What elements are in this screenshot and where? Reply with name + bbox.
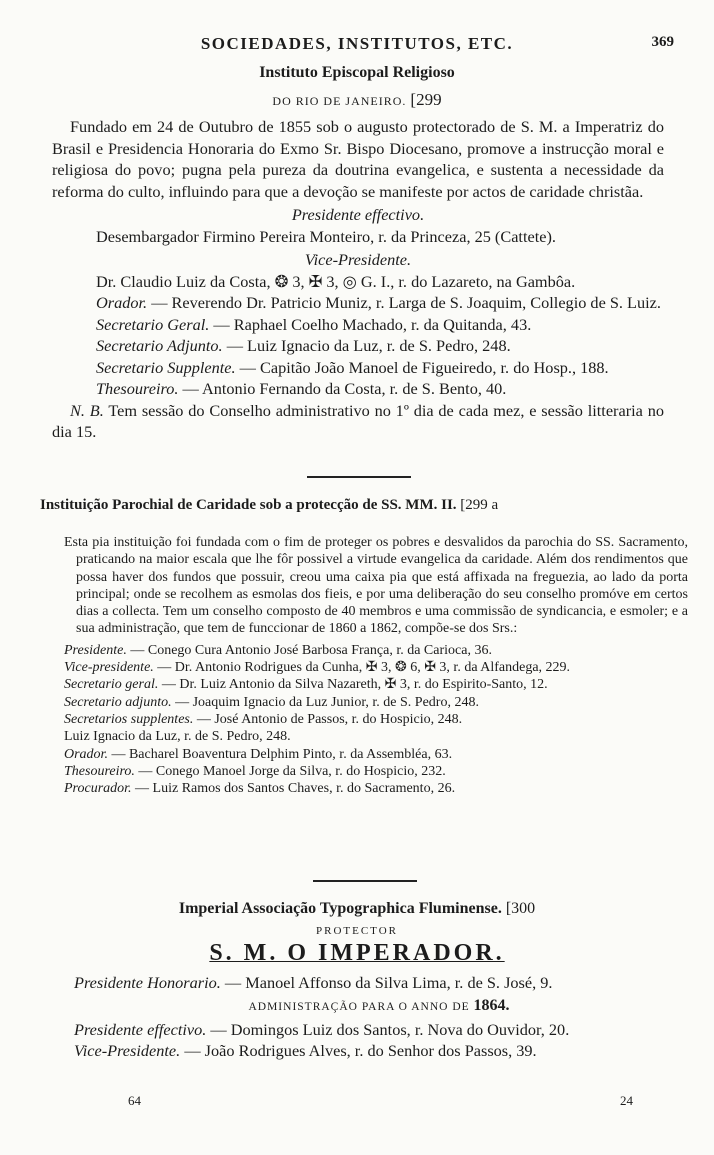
member-text: — Antonio Fernando da Costa, r. de S. Bento, 40. [182, 379, 507, 398]
member-entry [64, 728, 688, 745]
member-entry [64, 659, 688, 676]
member-text: — Capitão João Manoel de Figueiredo, r. do Hosp., 188. [239, 357, 609, 377]
member-entry [64, 746, 688, 763]
section1-ref: [299 [410, 90, 442, 109]
member-entry [52, 357, 664, 379]
member-role: Secretarios supplentes. [64, 711, 194, 727]
member-entry [64, 642, 688, 659]
member-entry [74, 1019, 684, 1040]
page-number: 369 [651, 34, 674, 50]
section3-title-line [0, 900, 714, 918]
section2-ref: [299 a [460, 497, 499, 513]
member-role: Secretario Adjunto. [96, 336, 223, 355]
member-role: Vice-presidente. [64, 660, 154, 676]
member-text: — João Rodrigues Alves, r. do Senhor dos Passos, 39. [184, 1041, 537, 1060]
section1-body [52, 116, 664, 443]
member-text: — Luiz Ignacio da Luz, r. de S. Pedro, 248. [226, 336, 511, 355]
member-entry [52, 314, 664, 336]
member-entry [64, 694, 688, 711]
member-role: Thesoureiro. [64, 763, 135, 779]
member-role: Secretario geral. [64, 677, 159, 693]
section2-members [64, 642, 688, 798]
member-text: — Bacharel Boaventura Delphim Pinto, r. da Assembléa, 63. [111, 746, 453, 762]
member-entry [64, 676, 688, 693]
section1-subtitle [0, 90, 714, 110]
section1-title: Instituto Episcopal Religioso [259, 64, 455, 81]
member-role: Presidente Honorario. [74, 973, 221, 992]
member-text: Luiz Ignacio da Luz, r. de S. Pedro, 248. [64, 729, 291, 745]
administration-heading [74, 995, 684, 1018]
member-role: Vice-Presidente. [74, 1041, 181, 1060]
member-text: — Raphael Coelho Machado, r. da Quitanda, 43. [213, 314, 532, 334]
member-text: — Conego Cura Antonio José Barbosa França, r. da Carioca, 36. [130, 642, 492, 658]
member-role: Presidente. [64, 642, 127, 658]
member-entry [64, 763, 688, 780]
section2-title: Instituição Parochial de Caridade sob a protecção de SS. MM. II. [40, 497, 457, 513]
page-header [0, 34, 714, 58]
president-entry: Desembargador Firmino Pereira Monteiro, r. da Princeza, 25 (Cattete). [96, 226, 556, 246]
section2-body [64, 534, 688, 797]
president-heading: Presidente effectivo. [291, 205, 425, 224]
section3-body [74, 972, 684, 1061]
nb-text: Tem sessão do Conselho administrativo no 1º dia de cada mez, e sessão litteraria no dia 15. [52, 400, 664, 441]
member-text: — Luiz Ramos dos Santos Chaves, r. do Sacramento, 26. [135, 781, 456, 797]
running-title: SOCIEDADES, INSTITUTOS, ETC. [200, 34, 514, 53]
section-divider [307, 476, 411, 478]
member-role: Orador. [96, 293, 148, 312]
member-role: Procurador. [64, 781, 132, 797]
vice-heading: Vice-Presidente. [304, 250, 412, 269]
admin-year: 1864. [473, 997, 510, 1014]
member-text: — Conego Manoel Jorge da Silva, r. do Hospicio, 232. [138, 763, 446, 779]
honorary-entry [74, 972, 684, 993]
section-divider [313, 880, 417, 882]
section2-title-line [40, 497, 700, 514]
nb-note [52, 400, 664, 443]
member-entry [64, 711, 688, 728]
member-entry [52, 378, 664, 400]
vice-entry: Dr. Claudio Luiz da Costa, ❂ 3, ✠ 3, ◎ G. I., r. do Lazareto, na Gambôa. [96, 271, 576, 291]
member-role: Secretario Geral. [96, 314, 210, 334]
member-role: Secretario Supplente. [96, 357, 236, 377]
member-entry [52, 335, 664, 357]
member-role: Orador. [64, 746, 108, 762]
protector-label: PROTECTOR [316, 925, 398, 937]
member-entry [52, 292, 664, 314]
member-text: — Manoel Affonso da Silva Lima, r. de S. José, 9. [224, 973, 553, 992]
member-role: Presidente effectivo. [74, 1020, 207, 1039]
member-role: Secretario adjunto. [64, 694, 172, 710]
member-text: — Dr. Luiz Antonio da Silva Nazareth, ✠ 3, r. do Espirito-Santo, 12. [161, 677, 548, 693]
member-text: — Dr. Antonio Rodrigues da Cunha, ✠ 3, ❂ 6, ✠ 3, r. da Alfandega, 229. [157, 660, 571, 676]
member-entry [74, 1040, 684, 1061]
member-text: — Domingos Luiz dos Santos, r. Nova do Ouvidor, 20. [210, 1020, 570, 1039]
section3-title: Imperial Associação Typographica Fluminense. [178, 900, 502, 917]
member-text: — José Antonio de Passos, r. do Hospicio, 248. [196, 711, 463, 727]
member-text: — Reverendo Dr. Patricio Muniz, r. Larga de S. Joaquim, Collegio de S. Luiz. [151, 293, 661, 312]
section1-description: Fundado em 24 de Outubro de 1855 sob o augusto protectorado de S. M. a Imperatriz do Brasil e Presidencia Honoraria do Exmo Sr. Bispo Diocesano, promove a instrucção moral e religiosa do povo; pugna pela pureza da doutrina evangelica, e sustenta a necessidade da reforma do culto, influindo para que a devoção se manifeste por actos de caridade christãa. [52, 117, 664, 201]
nb-label: N. B. [70, 400, 104, 420]
protector-name: S. M. O IMPERADOR. [209, 940, 505, 966]
member-role: Thesoureiro. [96, 379, 179, 398]
member-entry [64, 780, 688, 797]
signature-mark-right: 24 [620, 1093, 633, 1108]
section1-subtitle-text: DO RIO DE JANEIRO. [272, 94, 407, 108]
admin-label: ADMINISTRAÇÃO PARA O ANNO DE [248, 1001, 470, 1013]
section2-intro: Esta pia instituição foi fundada com o fim de proteger os pobres e desvalidos da parochia do SS. Sacramento, praticando na maior escala que lhe fôr possivel a virtude evangelica da caridade. Além dos rendimentos que possa haver dos fundos que possuir, creou uma caixa pia que está affixada na freguezia, ao lado da porta principal; onde se recolhem as esmolas dos fieis, e por uma deliberação do seu conselho promóve em certos dias a collecta. Tem um conselho composto de 40 membros e uma commissão de syndicancia, e esmoler; e a sua administração, que tem de funccionar de 1860 a 1862, compõe-se dos Srs.: [64, 535, 688, 637]
section3-ref: [300 [505, 900, 536, 917]
member-text: — Joaquim Ignacio da Luz Junior, r. de S. Pedro, 248. [175, 694, 479, 710]
signature-mark-left: 64 [128, 1093, 141, 1108]
